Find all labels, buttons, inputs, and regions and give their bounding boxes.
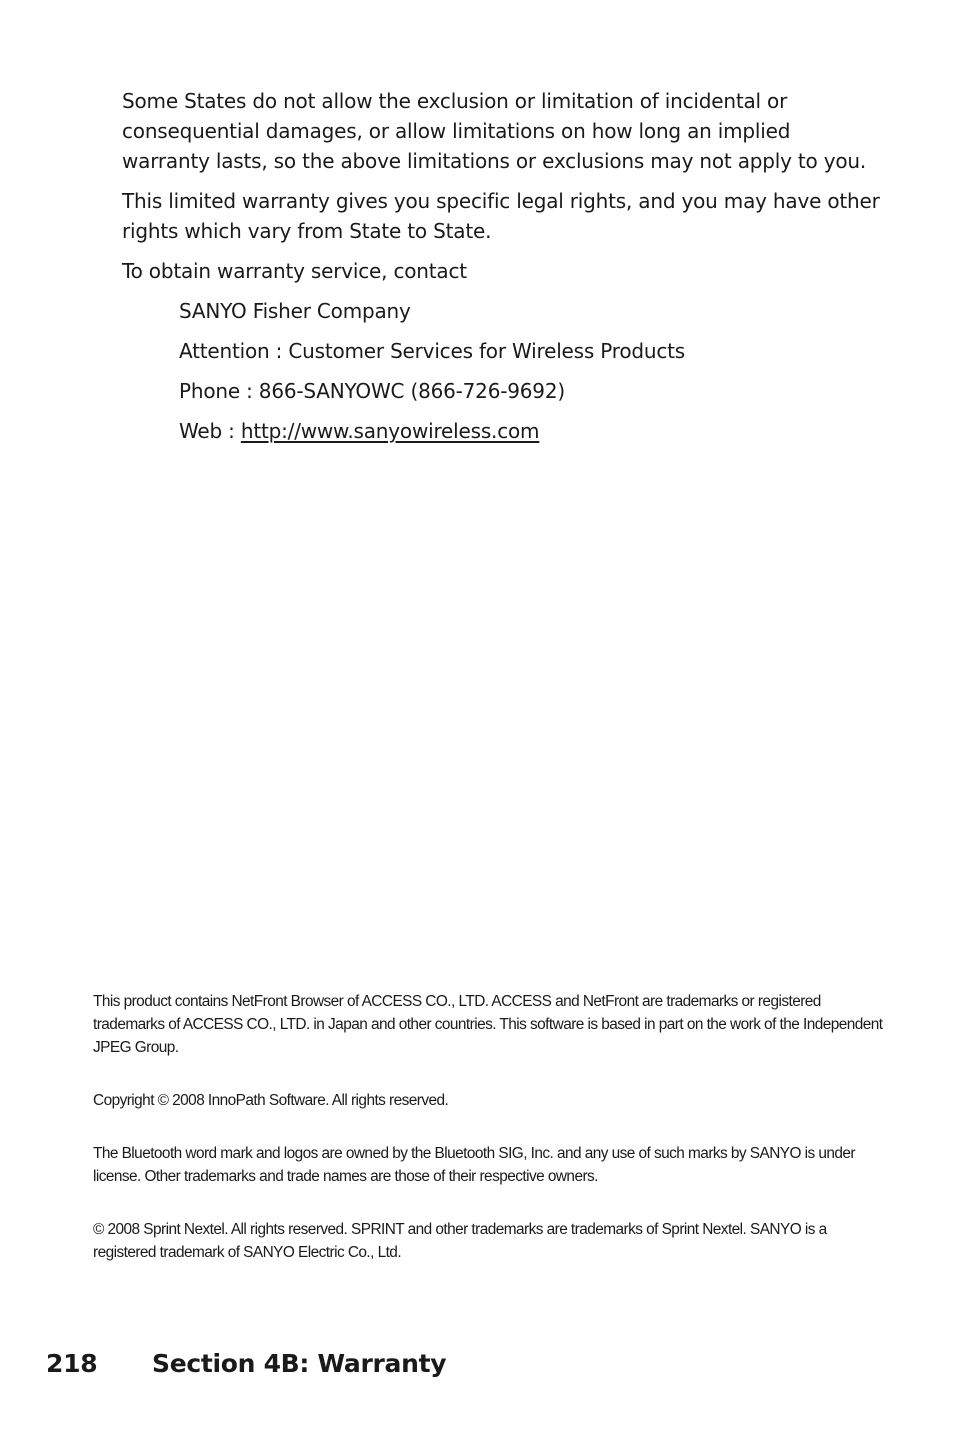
legal-rights-paragraph: This limited warranty gives you specific legal rights, and you may have other rights which vary from State to State.: [122, 189, 880, 243]
contact-company: SANYO Fisher Company: [179, 299, 411, 323]
contact-attention: Attention : Customer Services for Wireless Products: [179, 339, 686, 363]
sprint-copyright: © 2008 Sprint Nextel. All rights reserved. SPRINT and other trademarks are trademarks of Sprint Nextel. SANYO is a registered trademark of SANYO Electric Co., Ltd.: [93, 1221, 827, 1261]
obtain-service-paragraph: To obtain warranty service, contact: [122, 259, 467, 283]
contact-web-label: Web :: [179, 419, 241, 443]
contact-block: [179, 296, 882, 446]
web-link[interactable]: http://www.sanyowireless.com: [240, 419, 540, 443]
fine-print: [93, 990, 883, 1294]
section-title: Section 4B: Warranty: [152, 1349, 447, 1378]
contact-phone: Phone : 866-SANYOWC (866-726-9692): [179, 379, 565, 403]
netfront-notice: This product contains NetFront Browser of ACCESS CO., LTD. ACCESS and NetFront are trademarks or registered trademarks of ACCESS CO., LTD. in Japan and other countries. This software is based in part on the work of the Independent JPEG Group.: [93, 993, 883, 1056]
page-number: 218: [46, 1349, 98, 1378]
contact-web: [179, 416, 882, 446]
innopath-copyright: Copyright © 2008 InnoPath Software. All rights reserved.: [93, 1092, 449, 1109]
warranty-body: [122, 86, 882, 456]
bluetooth-notice: The Bluetooth word mark and logos are owned by the Bluetooth SIG, Inc. and any use of such marks by SANYO is under license. Other trademarks and trade names are those of their respective owners.: [93, 1145, 856, 1185]
limitations-paragraph: Some States do not allow the exclusion or limitation of incidental or consequential damages, or allow limitations on how long an implied warranty lasts, so the above limitations or exclusions may not apply to you.: [122, 89, 867, 173]
page-footer: [46, 1349, 446, 1378]
